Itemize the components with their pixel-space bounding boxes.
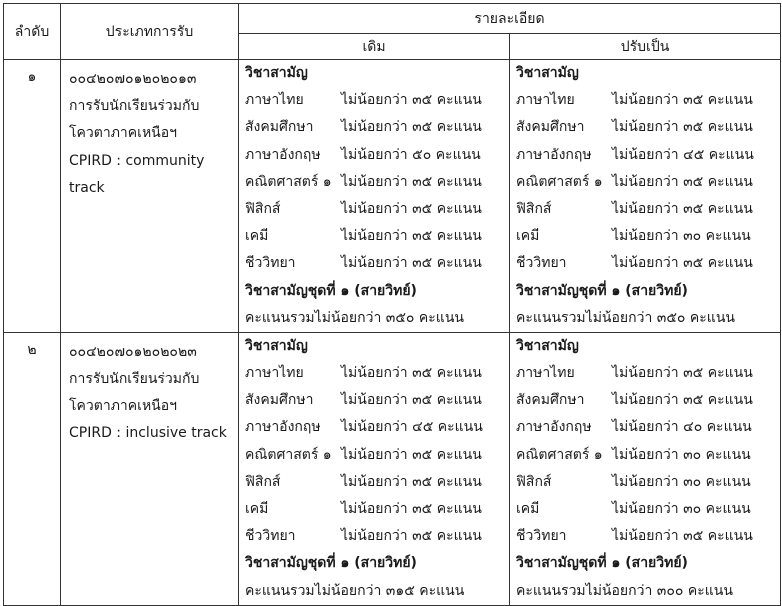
subject-name: คณิตศาสตร์ ๑ [245,446,332,463]
criteria-table [3,3,781,606]
subject-line [516,469,778,496]
subject-requirement: ไม่น้อยกว่า ๕๐ คะแนน [341,146,481,163]
subject-name: สังคมศึกษา [516,119,585,136]
subject-requirement: ไม่น้อยกว่า ๓๕ คะแนน [612,92,753,109]
header-type: ประเภทการรับ [61,4,239,60]
subject-line [245,496,507,523]
subject-name: ฟิสิกส์ [516,200,552,217]
section-title: วิชาสามัญ [516,65,579,81]
revised-details [510,60,781,333]
group-title: วิชาสามัญชุดที่ ๑ (สายวิทย์) [245,555,417,572]
admission-type-line: โควตาภาคเหนือฯ [69,398,178,415]
original-details [239,332,510,605]
subject-name: เคมี [516,228,540,245]
section-title: วิชาสามัญ [245,337,308,354]
subject-line [245,414,507,441]
revised-details [510,332,781,605]
subject-requirement: ไม่น้อยกว่า ๓๕ คะแนน [612,528,753,545]
subject-line [516,387,778,414]
subject-name: เคมี [516,501,540,517]
subject-requirement: ไม่น้อยกว่า ๓๕ คะแนน [612,119,753,136]
subject-name: ภาษาไทย [245,92,304,109]
subject-line [516,360,778,387]
subject-name: ภาษาอังกฤษ [516,146,592,163]
subject-line [516,523,778,550]
admission-type-line: โควตาภาคเหนือฯ [69,125,178,142]
header-row-top [4,4,781,34]
subject-line [516,250,778,277]
subject-name: ชีววิทยา [245,255,296,272]
subject-requirement: ไม่น้อยกว่า ๓๐ คะแนน [612,473,751,490]
subject-requirement: ไม่น้อยกว่า ๓๕ คะแนน [341,255,482,272]
subject-requirement: ไม่น้อยกว่า ๔๕ คะแนน [612,146,754,163]
total-requirement: คะแนนรวมไม่น้อยกว่า ๓๐๐ คะแนน [516,582,733,599]
subject-requirement: ไม่น้อยกว่า ๓๕ คะแนน [612,392,753,409]
group-title: วิชาสามัญชุดที่ ๑ (สายวิทย์) [516,282,688,299]
subject-name: ภาษาไทย [245,365,304,382]
subject-line [516,223,778,250]
subject-line [516,142,778,169]
subject-requirement: ไม่น้อยกว่า ๓๕ คะแนน [341,528,482,545]
subject-line [516,196,778,223]
table-row [4,60,781,333]
subject-requirement: ไม่น้อยกว่า ๓๕ คะแนน [612,255,753,272]
subject-line [516,442,778,469]
group-title: วิชาสามัญชุดที่ ๑ (สายวิทย์) [245,282,417,299]
subject-line [516,169,778,196]
group-title: วิชาสามัญชุดที่ ๑ (สายวิทย์) [516,555,688,572]
section-title: วิชาสามัญ [516,337,579,354]
subject-requirement: ไม่น้อยกว่า ๓๐ คะแนน [612,501,751,517]
subject-requirement: ไม่น้อยกว่า ๓๕ คะแนน [341,200,482,217]
row-number: ๒ [4,332,61,605]
subject-name: ภาษาไทย [516,365,575,382]
subject-line [245,87,507,114]
subject-name: ชีววิทยา [516,255,567,272]
subject-name: ภาษาไทย [516,92,575,109]
subject-name: เคมี [245,228,269,245]
subject-requirement: ไม่น้อยกว่า ๓๕ คะแนน [341,119,482,136]
subject-requirement: ไม่น้อยกว่า ๓๕ คะแนน [341,228,482,245]
subject-line [245,360,507,387]
subject-requirement: ไม่น้อยกว่า ๓๕ คะแนน [341,365,482,382]
subject-line [245,442,507,469]
subject-requirement: ไม่น้อยกว่า ๔๕ คะแนน [341,419,483,436]
subject-name: สังคมศึกษา [245,392,314,409]
subject-line [516,496,778,523]
subject-requirement: ไม่น้อยกว่า ๓๕ คะแนน [612,173,753,190]
subject-line [245,114,507,141]
section-title: วิชาสามัญ [245,65,308,81]
subject-requirement: ไม่น้อยกว่า ๓๕ คะแนน [341,92,482,109]
row-number: ๑ [4,60,61,333]
subject-name: คณิตศาสตร์ ๑ [245,173,332,190]
subject-name: เคมี [245,501,269,517]
subject-line [245,387,507,414]
subject-requirement: ไม่น้อยกว่า ๓๐ คะแนน [612,446,751,463]
subject-line [516,414,778,441]
subject-name: ภาษาอังกฤษ [516,419,592,436]
subject-name: ภาษาอังกฤษ [245,419,321,436]
original-details [239,60,510,333]
admission-type-line: การรับนักเรียนร่วมกับ [69,371,200,388]
admission-code: ๐๐๔๒๐๗๐๑๒๐๒๐๒๓ [69,343,197,360]
subject-requirement: ไม่น้อยกว่า ๓๕ คะแนน [341,392,482,409]
total-requirement: คะแนนรวมไม่น้อยกว่า ๓๕๐ คะแนน [516,309,735,326]
subject-requirement: ไม่น้อยกว่า ๔๐ คะแนน [612,419,752,436]
admission-type-line: track [69,179,105,196]
subject-line [245,223,507,250]
subject-name: สังคมศึกษา [245,119,314,136]
subject-requirement: ไม่น้อยกว่า ๓๕ คะแนน [612,365,753,382]
subject-name: ฟิสิกส์ [245,200,281,217]
subject-name: ฟิสิกส์ [245,473,281,490]
subject-requirement: ไม่น้อยกว่า ๓๕ คะแนน [612,200,753,217]
subject-line [516,114,778,141]
admission-type [61,60,239,333]
subject-line [245,196,507,223]
header-order: ลำดับ [4,4,61,60]
subject-requirement: ไม่น้อยกว่า ๓๕ คะแนน [341,446,482,463]
admission-code: ๐๐๔๒๐๗๐๑๒๐๒๐๑๓ [69,71,197,87]
subject-line [245,169,507,196]
admission-type-line: การรับนักเรียนร่วมกับ [69,98,200,115]
subject-line [245,469,507,496]
header-details: รายละเอียด [239,4,781,34]
subject-line [245,142,507,169]
subject-requirement: ไม่น้อยกว่า ๓๕ คะแนน [341,173,482,190]
subject-line [245,250,507,277]
header-revised: ปรับเป็น [510,34,781,60]
subject-name: คณิตศาสตร์ ๑ [516,173,603,190]
subject-name: คณิตศาสตร์ ๑ [516,446,603,463]
table-row [4,332,781,605]
subject-requirement: ไม่น้อยกว่า ๓๕ คะแนน [341,473,482,490]
total-requirement: คะแนนรวมไม่น้อยกว่า ๓๕๐ คะแนน [245,309,464,326]
subject-requirement: ไม่น้อยกว่า ๓๐ คะแนน [612,228,751,245]
admission-type [61,332,239,605]
total-requirement: คะแนนรวมไม่น้อยกว่า ๓๑๕ คะแนน [245,582,465,599]
subject-name: สังคมศึกษา [516,392,585,409]
admission-type-line: CPIRD : inclusive track [69,425,227,442]
subject-name: ชีววิทยา [516,528,567,545]
subject-name: ฟิสิกส์ [516,473,552,490]
admission-type-line: CPIRD : community [69,152,205,169]
subject-name: ภาษาอังกฤษ [245,146,321,163]
subject-line [245,523,507,550]
subject-line [516,87,778,114]
header-original: เดิม [239,34,510,60]
subject-name: ชีววิทยา [245,528,296,545]
subject-requirement: ไม่น้อยกว่า ๓๕ คะแนน [341,501,482,517]
